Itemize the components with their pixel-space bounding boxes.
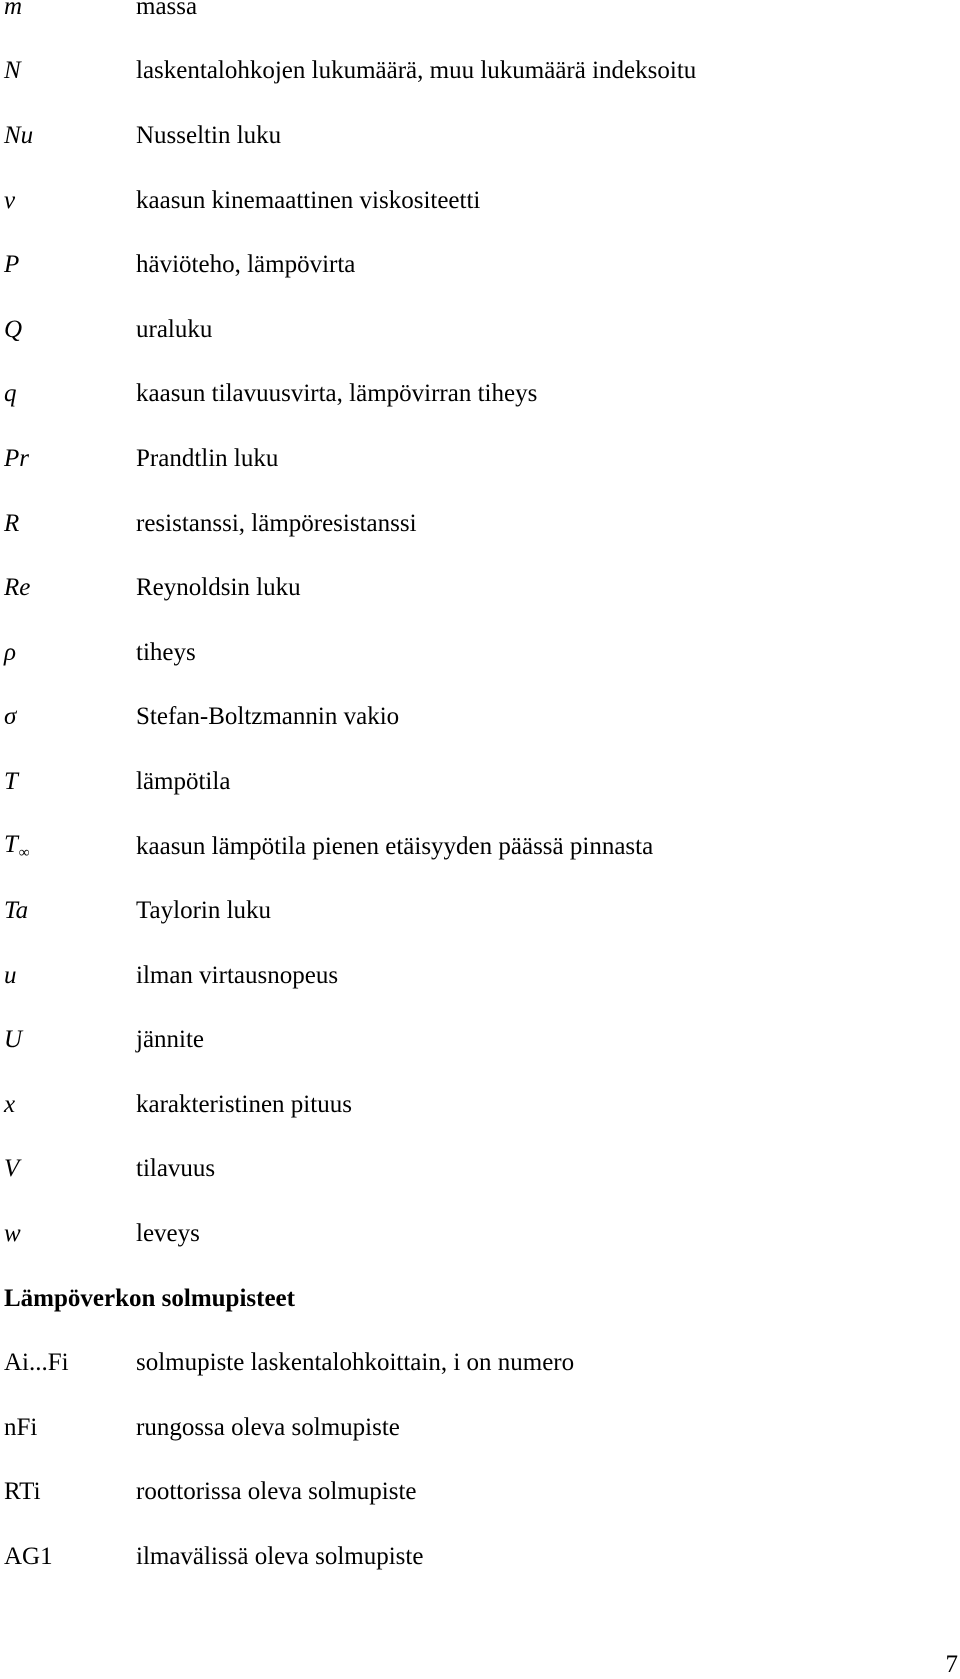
symbol-description: Taylorin luku: [136, 897, 272, 925]
node-symbol: Ai...Fi: [4, 1349, 69, 1377]
node-row: [4, 1330, 904, 1395]
symbol: N: [4, 57, 21, 85]
symbol-row: [4, 297, 904, 362]
node-row: [4, 1524, 904, 1589]
node-row: [4, 1395, 904, 1460]
page-number: 7: [945, 1651, 958, 1678]
symbol: m: [4, 0, 23, 20]
symbol-description: Prandtlin luku: [136, 444, 279, 472]
symbol-description: kaasun kinemaattinen viskositeetti: [136, 186, 481, 214]
symbol: Nu: [4, 121, 34, 149]
nomenclature-list: [4, 0, 904, 1589]
section-heading-row: [4, 1266, 904, 1331]
symbol-description: tilavuus: [136, 1155, 216, 1183]
symbol-description: lämpötila: [136, 767, 231, 795]
node-description: rungossa oleva solmupiste: [136, 1413, 400, 1441]
node-symbol: AG1: [4, 1543, 53, 1571]
symbol: ρ: [4, 638, 16, 666]
symbol-row: [4, 362, 904, 427]
symbol-row: [4, 39, 904, 104]
symbol: q: [4, 380, 17, 408]
node-symbol: RTi: [4, 1478, 41, 1506]
node-description: ilmavälissä oleva solmupiste: [136, 1543, 424, 1571]
symbol-row: [4, 1137, 904, 1202]
symbol-row: [4, 426, 904, 491]
symbol: u: [4, 961, 17, 989]
symbol: w: [4, 1220, 21, 1248]
symbol-description: karakteristinen pituus: [136, 1090, 352, 1118]
symbol: V: [4, 1155, 20, 1183]
symbol-row: [4, 749, 904, 814]
symbol: T: [4, 767, 18, 795]
symbol-description: resistanssi, lämpöresistanssi: [136, 509, 417, 537]
symbol-description: laskentalohkojen lukumäärä, muu lukumäärä indeksoitu: [136, 57, 697, 85]
symbol-description: kaasun lämpötila pienen etäisyyden päässä pinnasta: [136, 832, 654, 860]
symbol: R: [4, 509, 20, 537]
symbol-row: [4, 0, 904, 39]
symbol-row: [4, 620, 904, 685]
symbol: Ta: [4, 897, 29, 925]
symbol-description: uraluku: [136, 315, 213, 343]
symbol-description: tiheys: [136, 638, 196, 666]
symbol-row: [4, 103, 904, 168]
node-description: roottorissa oleva solmupiste: [136, 1478, 417, 1506]
symbol-row: [4, 685, 904, 750]
symbol: Pr: [4, 444, 29, 472]
node-row: [4, 1460, 904, 1525]
symbol-description: jännite: [136, 1026, 205, 1054]
symbol-description: kaasun tilavuusvirta, lämpövirran tiheys: [136, 380, 538, 408]
symbol-row: [4, 1201, 904, 1266]
symbol-row: [4, 1008, 904, 1073]
symbol-row: [4, 555, 904, 620]
symbol-row: [4, 814, 904, 879]
section-heading: Lämpöverkon solmupisteet: [4, 1284, 295, 1312]
symbol: Q: [4, 315, 23, 343]
symbol: x: [4, 1090, 16, 1118]
symbol-row: [4, 878, 904, 943]
symbol-description: ilman virtausnopeus: [136, 961, 339, 989]
symbol-description: Nusseltin luku: [136, 121, 282, 149]
symbol-description: Reynoldsin luku: [136, 574, 301, 602]
symbol-description: häviöteho, lämpövirta: [136, 251, 356, 279]
symbol: Re: [4, 574, 31, 602]
symbol: [4, 832, 136, 861]
symbol: U: [4, 1026, 23, 1054]
symbol-row: [4, 491, 904, 556]
symbol-row: [4, 232, 904, 297]
symbol: v: [4, 186, 16, 214]
symbol: σ: [4, 703, 17, 731]
symbol-description: Stefan-Boltzmannin vakio: [136, 703, 400, 731]
symbol-row: [4, 1072, 904, 1137]
node-description: solmupiste laskentalohkoittain, i on numero: [136, 1349, 575, 1377]
symbol-description: leveys: [136, 1220, 200, 1248]
symbol-subscript: ∞: [18, 844, 30, 861]
symbol-description: massa: [136, 0, 198, 20]
symbol-row: [4, 168, 904, 233]
symbol: P: [4, 251, 20, 279]
symbol-row: [4, 943, 904, 1008]
node-symbol: nFi: [4, 1413, 38, 1441]
symbol-base: T: [4, 830, 18, 858]
